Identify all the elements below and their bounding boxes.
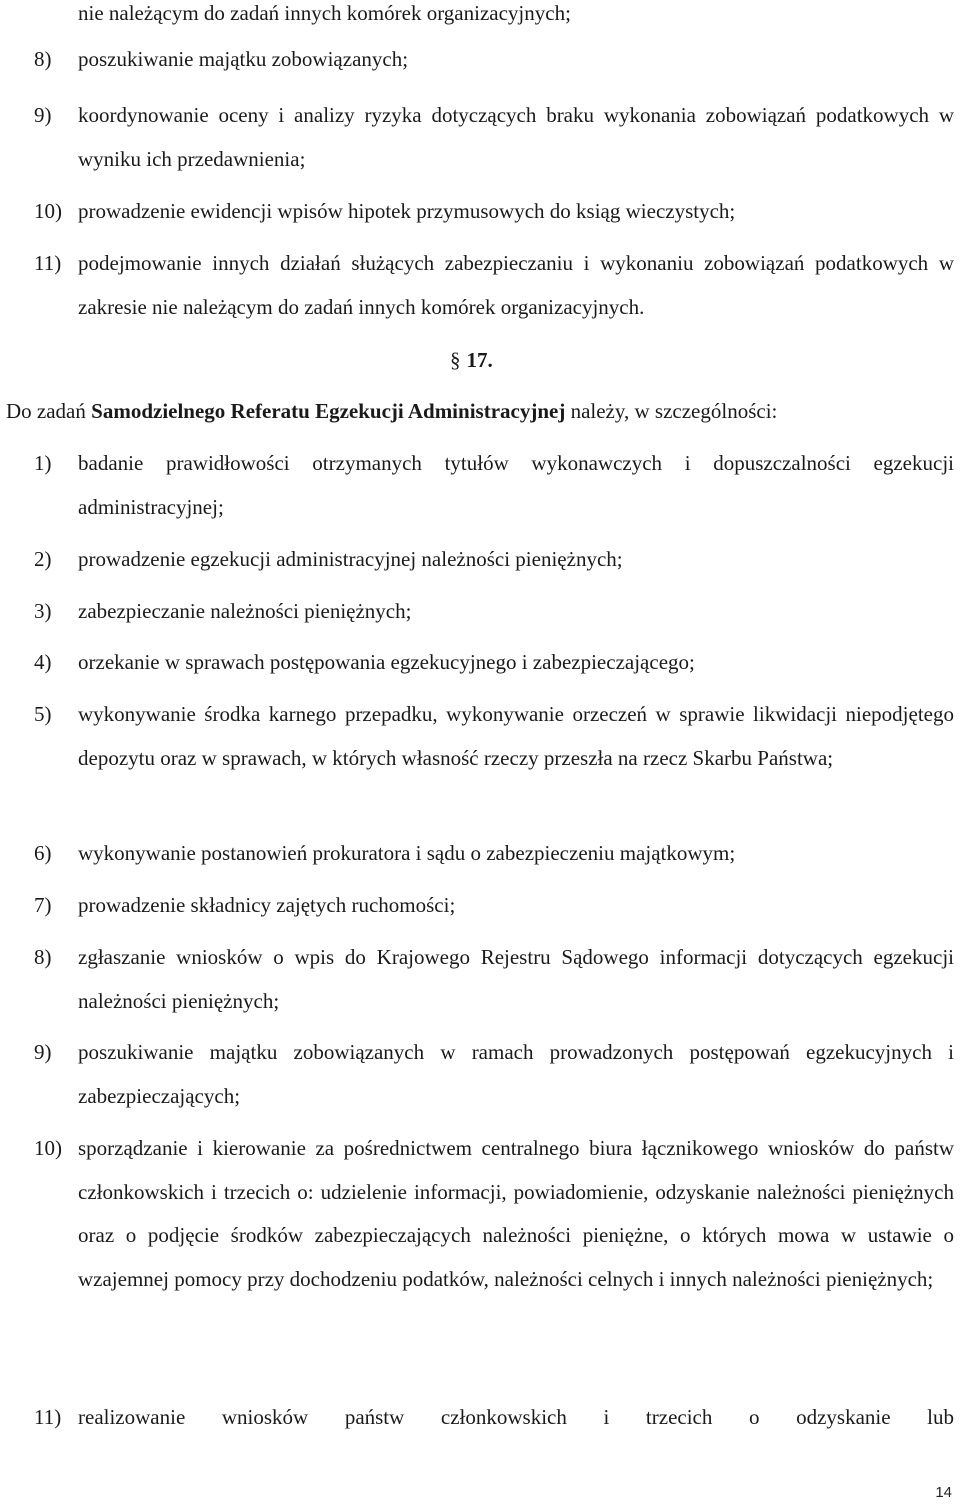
item-text: wykonywanie środka karnego przepadku, wykonywanie orzeczeń w sprawie likwidacji niepodjętego depozytu oraz w sprawach, w których własność rzeczy przeszła na rzecz Skarbu Państwa; (78, 702, 954, 770)
item-text: zabezpieczanie należności pieniężnych; (78, 599, 412, 623)
item-number: 10) (34, 1136, 62, 1160)
item-text: wykonywanie postanowień prokuratora i sądu o zabezpieczeniu majątkowym; (78, 841, 736, 865)
section-heading (450, 339, 493, 383)
item-number: 8) (34, 945, 52, 969)
item-number: 11) (34, 251, 62, 275)
list-item (34, 641, 954, 685)
item-number: 5) (34, 702, 52, 726)
list-item (34, 1031, 954, 1118)
item-number: 8) (34, 47, 52, 71)
item-text: prowadzenie ewidencji wpisów hipotek przymusowych do ksiąg wieczystych; (78, 199, 736, 223)
list-item (34, 832, 954, 876)
list-item (34, 538, 954, 582)
intro-after: należy, w szczególności: (565, 399, 778, 423)
intro-before: Do zadań (6, 399, 92, 423)
list-item (34, 442, 954, 529)
unit-name: Samodzielnego Referatu Egzekucji Administracyjnej (91, 399, 566, 423)
item-number: 1) (34, 451, 52, 475)
item-text: prowadzenie składnicy zajętych ruchomości; (78, 893, 456, 917)
item-number: 10) (34, 199, 62, 223)
item-text: badanie prawidłowości otrzymanych tytułów wykonawczych i dopuszczalności egzekucji administracyjnej; (78, 451, 954, 519)
item-text: podejmowanie innych działań służących zabezpieczaniu i wykonaniu zobowiązań podatkowych w zakresie nie należącym do zadań innych komórek organizacyjnych. (78, 251, 954, 319)
item-number: 11) (34, 1405, 62, 1429)
list-item (34, 590, 954, 634)
list-item (34, 94, 954, 181)
item-number: 9) (34, 103, 52, 127)
page-number: 14 (935, 1484, 952, 1501)
item-text: realizowanie wniosków państw członkowskich i trzecich o odzyskanie lub (78, 1405, 954, 1429)
item-text: poszukiwanie majątku zobowiązanych; (78, 47, 409, 71)
item-text: sporządzanie i kierowanie za pośrednictwem centralnego biura łącznikowego wniosków do państw członkowskich i trzecich o: udzielenie informacji, powiadomienie, odzyskanie należności pieniężnych oraz o podjęcie środków zabezpieczających należności pieniężne, o których mowa w ustawie o wzajemnej pomocy przy dochodzeniu podatków, należności celnych i innych należności pieniężnych; (78, 1136, 954, 1291)
section-number: 17. (466, 348, 493, 372)
item-number: 9) (34, 1040, 52, 1064)
item-number: 6) (34, 841, 52, 865)
list-item (34, 242, 954, 329)
item-number: 4) (34, 650, 52, 674)
list-item (34, 190, 954, 234)
continuation-text: nie należącym do zadań innych komórek organizacyjnych; (78, 1, 571, 25)
list-item (34, 884, 954, 928)
list-item (34, 1127, 954, 1301)
section-intro (6, 390, 777, 434)
item-number: 3) (34, 599, 52, 623)
list-item (34, 1396, 954, 1440)
list-item (34, 693, 954, 780)
section-symbol: § (450, 348, 461, 372)
item-text: orzekanie w sprawach postępowania egzekucyjnego i zabezpieczającego; (78, 650, 695, 674)
list-item (34, 936, 954, 1023)
item-text: zgłaszanie wniosków o wpis do Krajowego Rejestru Sądowego informacji dotyczących egzekucji należności pieniężnych; (78, 945, 954, 1013)
list-item (34, 38, 954, 82)
item-text: prowadzenie egzekucji administracyjnej należności pieniężnych; (78, 547, 623, 571)
item-text: koordynowanie oceny i analizy ryzyka dotyczących braku wykonania zobowiązań podatkowych w wyniku ich przedawnienia; (78, 103, 954, 171)
item-text: poszukiwanie majątku zobowiązanych w ramach prowadzonych postępowań egzekucyjnych i zabezpieczających; (78, 1040, 954, 1108)
item-number: 2) (34, 547, 52, 571)
item-number: 7) (34, 893, 52, 917)
